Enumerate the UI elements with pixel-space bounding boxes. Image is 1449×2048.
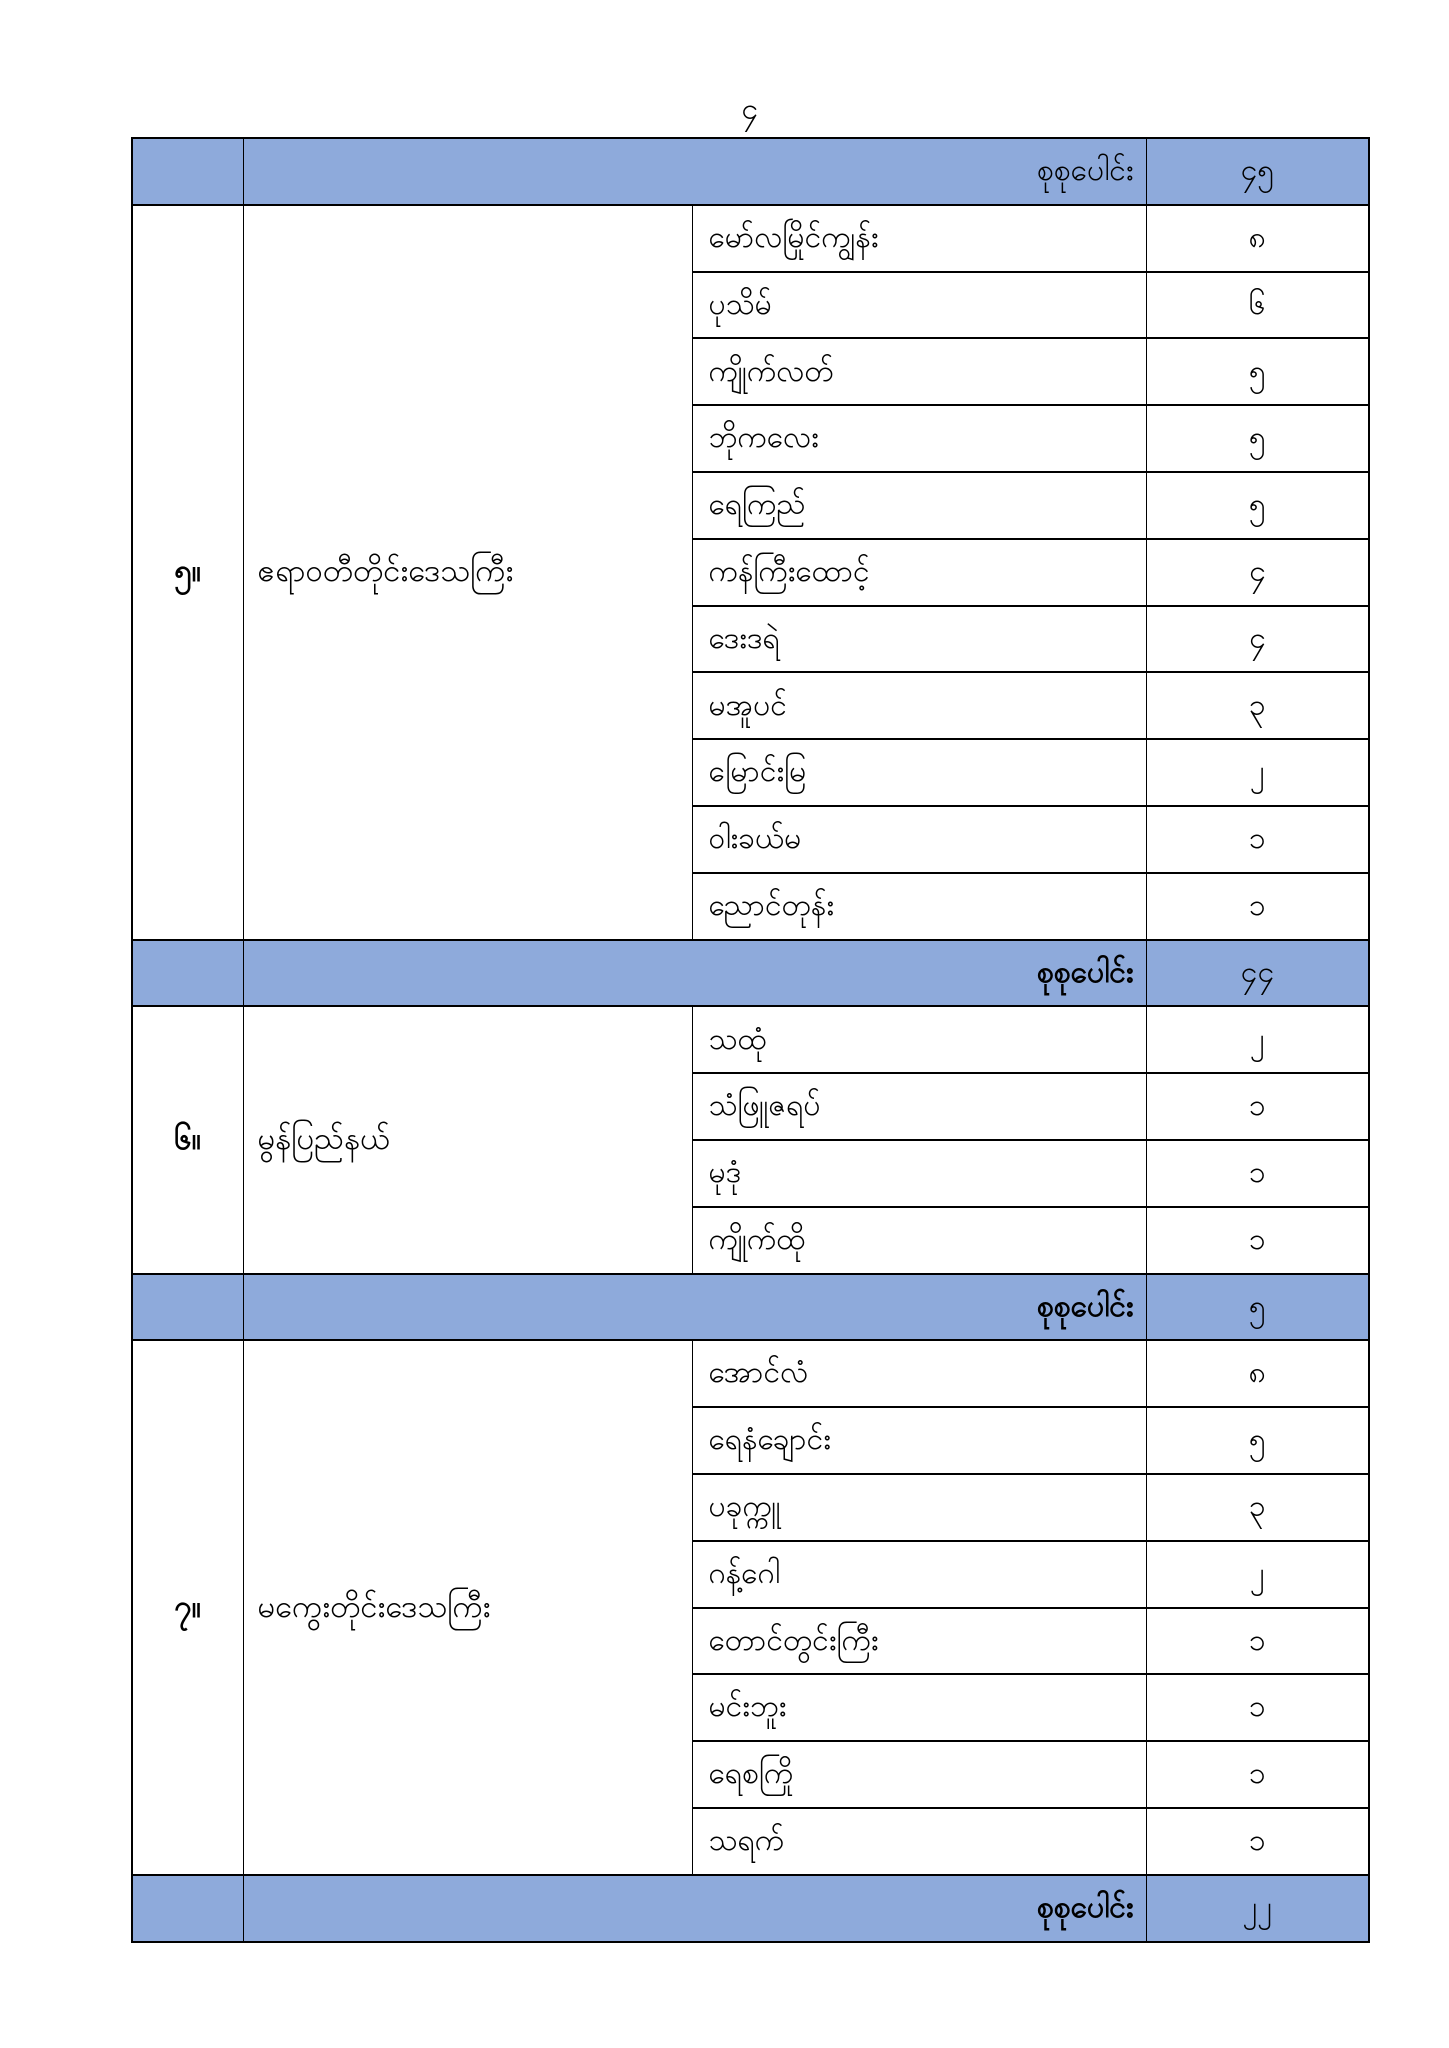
section-total-spacer-cell [132, 1274, 243, 1341]
township-count: ၁ [1146, 806, 1369, 873]
section-total-label: စုစုပေါင်း [243, 1875, 1146, 1942]
section-total-label: စုစုပေါင်း [243, 940, 1146, 1007]
carryover-total-spacer-cell [132, 138, 243, 205]
carryover-total-value: ၄၅ [1146, 138, 1369, 205]
township-name: ဝါးခယ်မ [692, 806, 1146, 873]
section-serial: ၅။ [132, 205, 243, 940]
township-name: မုဒုံ [692, 1140, 1146, 1207]
section-total-row [132, 1875, 1369, 1942]
township-name: မင်းဘူး [692, 1674, 1146, 1741]
township-count: ၄ [1146, 539, 1369, 606]
table-rows [132, 138, 1369, 1942]
township-row [132, 1340, 1369, 1407]
township-count: ၁ [1146, 1073, 1369, 1140]
carryover-total-row [132, 138, 1369, 205]
township-name: ရေကြည် [692, 472, 1146, 539]
section-total-value: ၄၄ [1146, 940, 1369, 1007]
section-total-row [132, 1274, 1369, 1341]
township-name: မအူပင် [692, 672, 1146, 739]
township-count: ၆ [1146, 272, 1369, 339]
carryover-total-label: စုစုပေါင်း [243, 138, 1146, 205]
region-name: မကွေးတိုင်းဒေသကြီး [243, 1340, 692, 1874]
township-name: မြောင်းမြ [692, 739, 1146, 806]
township-count: ၈ [1146, 1340, 1369, 1407]
section-total-label: စုစုပေါင်း [243, 1274, 1146, 1341]
region-name: ဧရာဝတီတိုင်းဒေသကြီး [243, 205, 692, 940]
township-name: ပခုက္ကူ [692, 1474, 1146, 1541]
township-name: တောင်တွင်းကြီး [692, 1608, 1146, 1675]
township-name: အောင်လံ [692, 1340, 1146, 1407]
township-count: ၁ [1146, 1140, 1369, 1207]
township-count: ၁ [1146, 1608, 1369, 1675]
section-total-value: ၂၂ [1146, 1875, 1369, 1942]
township-count: ၃ [1146, 672, 1369, 739]
section-total-row [132, 940, 1369, 1007]
section-total-spacer-cell [132, 1875, 243, 1942]
township-count: ၁ [1146, 1207, 1369, 1274]
township-count: ၂ [1146, 1541, 1369, 1608]
township-count: ၅ [1146, 338, 1369, 405]
township-name: ရေစကြို [692, 1741, 1146, 1808]
township-count: ၃ [1146, 1474, 1369, 1541]
township-count: ၅ [1146, 405, 1369, 472]
township-name: သရက် [692, 1808, 1146, 1875]
township-count: ၄ [1146, 606, 1369, 673]
township-name: ကန်ကြီးထောင့် [692, 539, 1146, 606]
township-name: မော်လမြိုင်ကျွန်း [692, 205, 1146, 272]
township-name: ပုသိမ် [692, 272, 1146, 339]
township-name: သံဖြူဇရပ် [692, 1073, 1146, 1140]
township-name: ညောင်တုန်း [692, 873, 1146, 940]
section-serial: ၆။ [132, 1006, 243, 1273]
township-count: ၁ [1146, 873, 1369, 940]
township-name: ဘိုကလေး [692, 405, 1146, 472]
region-name: မွန်ပြည်နယ် [243, 1006, 692, 1273]
township-name: ကျိုက်ထို [692, 1207, 1146, 1274]
section-serial: ၇။ [132, 1340, 243, 1874]
township-row [132, 205, 1369, 272]
township-name: ဒေးဒရဲ [692, 606, 1146, 673]
township-count: ၅ [1146, 1407, 1369, 1474]
section-total-value: ၅ [1146, 1274, 1369, 1341]
township-count: ၁ [1146, 1674, 1369, 1741]
township-count: ၈ [1146, 205, 1369, 272]
summary-table [131, 137, 1370, 1943]
township-count: ၁ [1146, 1808, 1369, 1875]
section-total-spacer-cell [132, 940, 243, 1007]
township-row [132, 1006, 1369, 1073]
township-name: ဂန့်ဂေါ [692, 1541, 1146, 1608]
page-number: ၄ [741, 92, 758, 127]
township-count: ၅ [1146, 472, 1369, 539]
township-count: ၂ [1146, 739, 1369, 806]
township-name: သထုံ [692, 1006, 1146, 1073]
township-name: ရေနံချောင်း [692, 1407, 1146, 1474]
township-count: ၂ [1146, 1006, 1369, 1073]
township-name: ကျိုက်လတ် [692, 338, 1146, 405]
township-count: ၁ [1146, 1741, 1369, 1808]
